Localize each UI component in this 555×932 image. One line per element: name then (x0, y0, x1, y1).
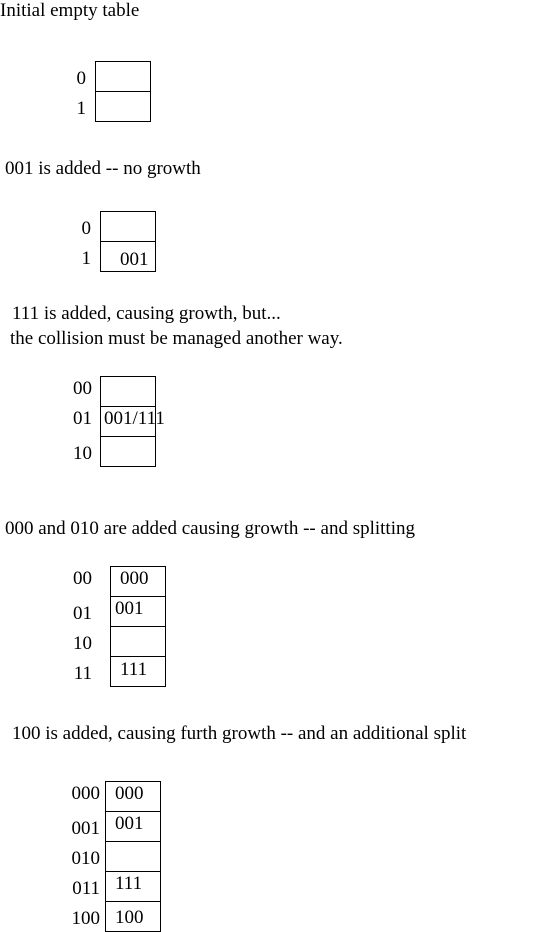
slot-index: 10 (73, 443, 92, 464)
table-slot (100, 211, 156, 242)
slot-value: 001/111 (104, 408, 165, 429)
stage-caption: 000 and 010 are added causing growth -- and splitting (5, 518, 415, 539)
slot-index: 00 (73, 378, 92, 399)
slot-index: 1 (76, 98, 86, 119)
slot-value: 111 (120, 659, 148, 680)
slot-index: 011 (72, 878, 100, 899)
table-slot (110, 626, 166, 657)
table-slot (100, 436, 156, 467)
slot-value: 000 (120, 568, 149, 589)
stage-caption: 111 is added, causing growth, but... (12, 303, 281, 324)
slot-index: 000 (71, 783, 100, 804)
slot-index: 0 (76, 68, 86, 89)
slot-index: 100 (71, 908, 100, 929)
slot-value: 000 (115, 783, 144, 804)
table-slot (100, 376, 156, 407)
table-slot (105, 841, 161, 872)
slot-index: 10 (73, 633, 92, 654)
slot-index: 001 (71, 818, 100, 839)
slot-index: 0 (81, 218, 91, 239)
slot-value: 001 (115, 598, 144, 619)
slot-index: 00 (73, 568, 92, 589)
stage-caption: 100 is added, causing furth growth -- and an additional split (12, 723, 467, 744)
slot-index: 1 (81, 248, 91, 269)
slot-index: 01 (73, 408, 92, 429)
slot-index: 11 (73, 663, 92, 684)
slot-index: 010 (71, 848, 100, 869)
stage-caption: 001 is added -- no growth (5, 158, 201, 179)
slot-value: 001 (120, 249, 149, 270)
slot-value: 100 (115, 907, 144, 928)
slot-index: 01 (73, 603, 92, 624)
slot-value: 001 (115, 813, 144, 834)
slot-value: 111 (115, 873, 143, 894)
table-slot (95, 61, 151, 92)
stage-caption: Initial empty table (0, 0, 140, 21)
table-slot (95, 91, 151, 122)
stage-caption: the collision must be managed another way. (10, 328, 343, 349)
